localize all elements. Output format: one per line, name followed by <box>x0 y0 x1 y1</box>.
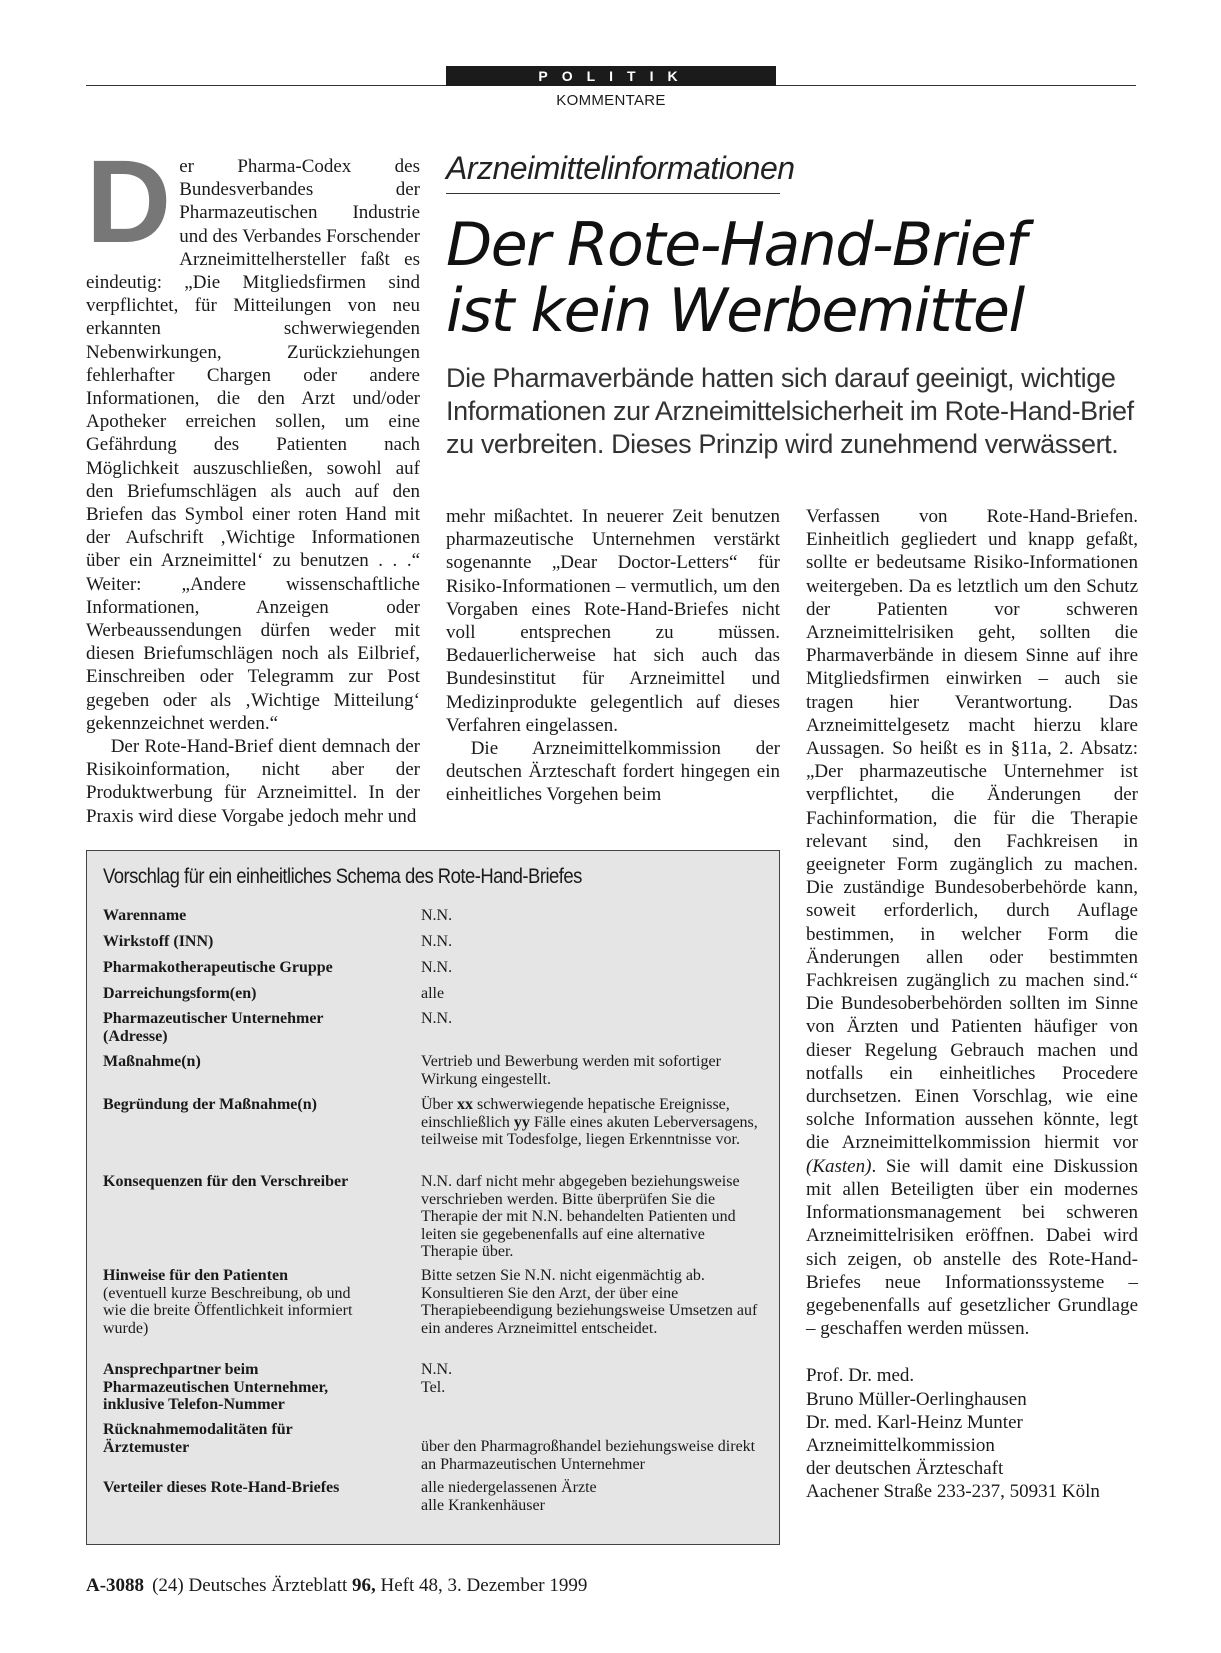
subsection-label: KOMMENTARE <box>556 92 666 109</box>
article-kicker: Arzneimittelinformationen <box>446 150 795 186</box>
kicker-rule <box>446 193 780 194</box>
paragraph-2-text: Der Rote-Hand-Brief dient demnach der Risikoinformation, nicht aber der Produktwerbung für Arzneimittel. In der Praxis wird diese Vorgabe jedoch mehr und <box>86 736 420 827</box>
info-row-value: alle <box>421 985 445 1002</box>
info-row-label: Rücknahmemodalitäten für Ärztemuster <box>103 1421 293 1456</box>
paragraph-3-text: Die Arzneimittelkommission der deutschen Ärzteschaft fordert hingegen ein einheitliches Vorgehen beim <box>446 738 780 806</box>
info-row-label: Pharmazeutischer Unternehmer (Adresse) <box>103 1010 324 1045</box>
info-row-value: Bitte setzen Sie N.N. nicht eigenmächtig ab. Konsultieren Sie den Arzt, der über eine Therapiebeendigung beziehungsweise Umsetzen auf ein anderes Arzneimittel entscheidet. <box>421 1267 758 1337</box>
value-placeholder: yy <box>513 1113 530 1131</box>
value-line: alle Krankenhäuser <box>421 1496 545 1514</box>
info-row-value: N.N. <box>421 933 453 950</box>
info-row-label: Darreichungsform(en) <box>103 985 257 1002</box>
citation-text: (24) Deutsches Ärzteblatt <box>152 1575 353 1596</box>
info-row-label: Konsequenzen für den Verschreiber <box>103 1173 349 1190</box>
paragraph-3-continued <box>806 505 1138 1340</box>
paragraph-3-end-text: . Sie will damit eine Diskussion mit allen Beteiligten über ein modernes Informationsmanagement bei schweren Arzneimittelrisiken eröffnen. Dabei wird sich zeigen, ob anstelle des Rote-Hand-Briefes neue Informationssysteme – gegebenenfalls auf gesetzlicher Grundlage – geschaffen werden müssen. <box>806 1155 1138 1340</box>
value-line: alle niedergelassenen Ärzte <box>421 1479 597 1496</box>
paragraph-1-text: er Pharma-Codex des Bundesverbandes der Pharmazeutischen Industrie und des Verbandes Forschender Arzneimittelhersteller faßt es eindeutig: „Die Mitgliedsfirmen sind verpflichtet, für Mitteilungen von neu erkannten schwerwiegenden Nebenwirkungen, Zurückziehungen fehlerhafter Chargen oder andere Informationen, die den Arzt und/oder Apotheker erreichen sollen, um eine Gefährdung des Patienten nach Möglichkeit auszuschließen, sowohl auf den Briefumschlägen als auch auf den Briefen das Symbol einer roten Hand mit der Aufschrift ‚Wichtige Informationen über ein Arzneimittel‘ zu benutzen . . .“ Weiter: „Andere wissenschaftliche Informationen, Anzeigen oder Werbeaussendungen dürfen weder mit diesen Briefumschlägen noch als Eilbrief, Einschreiben oder Telegramm zur Post gegeben oder als ‚Wichtige Mitteilung‘ gekennzeichnet werden.“ <box>86 156 421 734</box>
info-row-label: Begründung der Maßnahme(n) <box>103 1096 317 1113</box>
author-signature <box>806 1364 1138 1503</box>
info-row-label <box>103 1267 353 1337</box>
article-lead: Die Pharmaverbände hatten sich darauf geeinigt, wichtige Informationen zur Arzneimittelsicherheit im Rote-Hand-Brief zu verbreiten. Dieses Prinzip wird zunehmend verwässert. <box>446 363 1134 459</box>
paragraph-2-continued: mehr mißachtet. In neuerer Zeit benutzen pharmazeutische Unternehmen verstärkt sogenannte „Dear Doctor-Letters“ für Risiko-Informationen – vermutlich, um den Vorgaben eines Rote-Hand-Briefes nicht voll entsprechen zu müssen. Bedauerlicherweise hat sich auch das Bundesinstitut für Arzneimittel und Medizinprodukte gelegentlich auf dieses Verfahren eingelassen. <box>446 506 780 736</box>
title-line-1: Der Rote-Hand-Brief <box>446 210 1026 280</box>
value-text: Fälle eines akuten Leberversagens, teilweise mit Todesfolge, liegen Erkenntnisse vor. <box>421 1113 758 1148</box>
body-column-1 <box>86 136 421 828</box>
info-row-value: N.N. <box>421 907 453 924</box>
info-row-label: Pharmakotherapeutische Gruppe <box>103 959 333 976</box>
info-box <box>86 850 780 1545</box>
info-row-value: Vertrieb und Bewerbung werden mit sofortiger Wirkung eingestellt. <box>421 1053 721 1088</box>
signature-line: Arzneimittelkommission <box>806 1434 995 1456</box>
body-column-3 <box>806 505 1138 1504</box>
paragraph-1 <box>86 136 421 735</box>
body-column-2 <box>446 505 780 807</box>
volume-number: 96, <box>352 1575 376 1596</box>
info-row-value: über den Pharmagroßhandel beziehungsweise direkt an Pharmazeutischen Unternehmer <box>421 1438 756 1473</box>
value-placeholder: xx <box>456 1096 473 1113</box>
value-line: Tel. <box>421 1378 446 1396</box>
section-label: POLITIK <box>446 66 776 86</box>
value-text: schwerwiegende hepatische Ereignisse, einschließlich <box>421 1096 730 1131</box>
article-title <box>446 212 1146 344</box>
page-footer <box>86 1575 587 1597</box>
info-row-value: N.N. <box>421 959 453 976</box>
signature-line: der deutschen Ärzteschaft <box>806 1458 1004 1480</box>
page-number: A-3088 <box>86 1575 145 1596</box>
signature-line: Bruno Müller-Oerlinghausen <box>806 1388 1027 1410</box>
info-row-label: Maßnahme(n) <box>103 1053 201 1070</box>
value-text: Über <box>421 1096 457 1113</box>
info-row-label: Ansprechpartner beim Pharmazeutischen Unternehmer, inklusive Telefon-Nummer <box>103 1361 329 1413</box>
info-row-value: N.N. <box>421 1010 453 1027</box>
paragraph-3-cont-text: Verfassen von Rote-Hand-Briefen. Einheitlich gegliedert und knapp gefaßt, sollte er bedeutsame Risiko-Informationen weitergeben. Da es letztlich um den Schutz der Patienten vor schweren Arzneimittelrisiken geht, sollten die Pharmaverbände in diesem Sinne auf ihre Mitgliedsfirmen einwirken – auch sie tragen hier Verantwortung. Das Arzneimittelgesetz macht hierzu klare Aussagen. So heißt es in §11a, 2. Absatz: „Der pharmazeutische Unternehmer ist verpflichtet, die Änderungen der Fachinformation, die für die Therapie relevant sind, den Fachkreisen in geeigneter Form zugänglich zu machen. Die zuständige Bundesoberbehörde kann, soweit erforderlich, durch Auflage bestimmen, in welcher Form die Änderungen allen oder bestimmten Fachkreisen zugänglich zu machen sind.“ Die Bundesoberbehörden sollten im Sinne von Ärzten und Patienten häufiger von dieser Regelung Gebrauch machen und notfalls ein einheitliches Procedere durchsetzen. Einen Vorschlag, wie eine solche Information aussehen könnte, legt die Arzneimittelkommission hiermit vor <box>806 506 1138 1154</box>
drop-cap: D <box>86 136 172 268</box>
info-box-title: Vorschlag für ein einheitliches Schema des Rote-Hand-Briefes <box>103 865 582 888</box>
info-row-label: Wirkstoff (INN) <box>103 933 214 950</box>
info-row-label: Verteiler dieses Rote-Hand-Briefes <box>103 1479 340 1496</box>
value-line: N.N. <box>421 1361 453 1378</box>
paragraph-2 <box>86 735 420 828</box>
info-row-value <box>421 1361 761 1396</box>
signature-line: Aachener Straße 233-237, 50931 Köln <box>806 1481 1100 1503</box>
title-line-2: ist kein Werbemittel <box>446 276 1024 346</box>
label-subtext: (eventuell kurze Beschreibung, ob und wie die breite Öffentlichkeit informiert wurde) <box>103 1284 353 1337</box>
kasten-reference: (Kasten) <box>806 1155 872 1177</box>
label-text: Hinweise für den Patienten <box>103 1267 289 1284</box>
citation-text: Heft 48, 3. Dezember 1999 <box>375 1575 588 1596</box>
info-row-value <box>421 1096 761 1149</box>
info-row-label: Warenname <box>103 907 187 924</box>
paragraph-3-start <box>446 737 780 807</box>
info-row-value <box>421 1479 761 1514</box>
signature-line: Prof. Dr. med. <box>806 1365 915 1387</box>
info-row-value: N.N. darf nicht mehr abgegeben beziehungsweise verschrieben werden. Bitte überprüfen Sie die Therapie der mit N.N. behandelten Patienten und leiten sie gegebenenfalls auf eine alternative Therapie über. <box>421 1173 740 1260</box>
signature-line: Dr. med. Karl-Heinz Munter <box>806 1411 1023 1433</box>
